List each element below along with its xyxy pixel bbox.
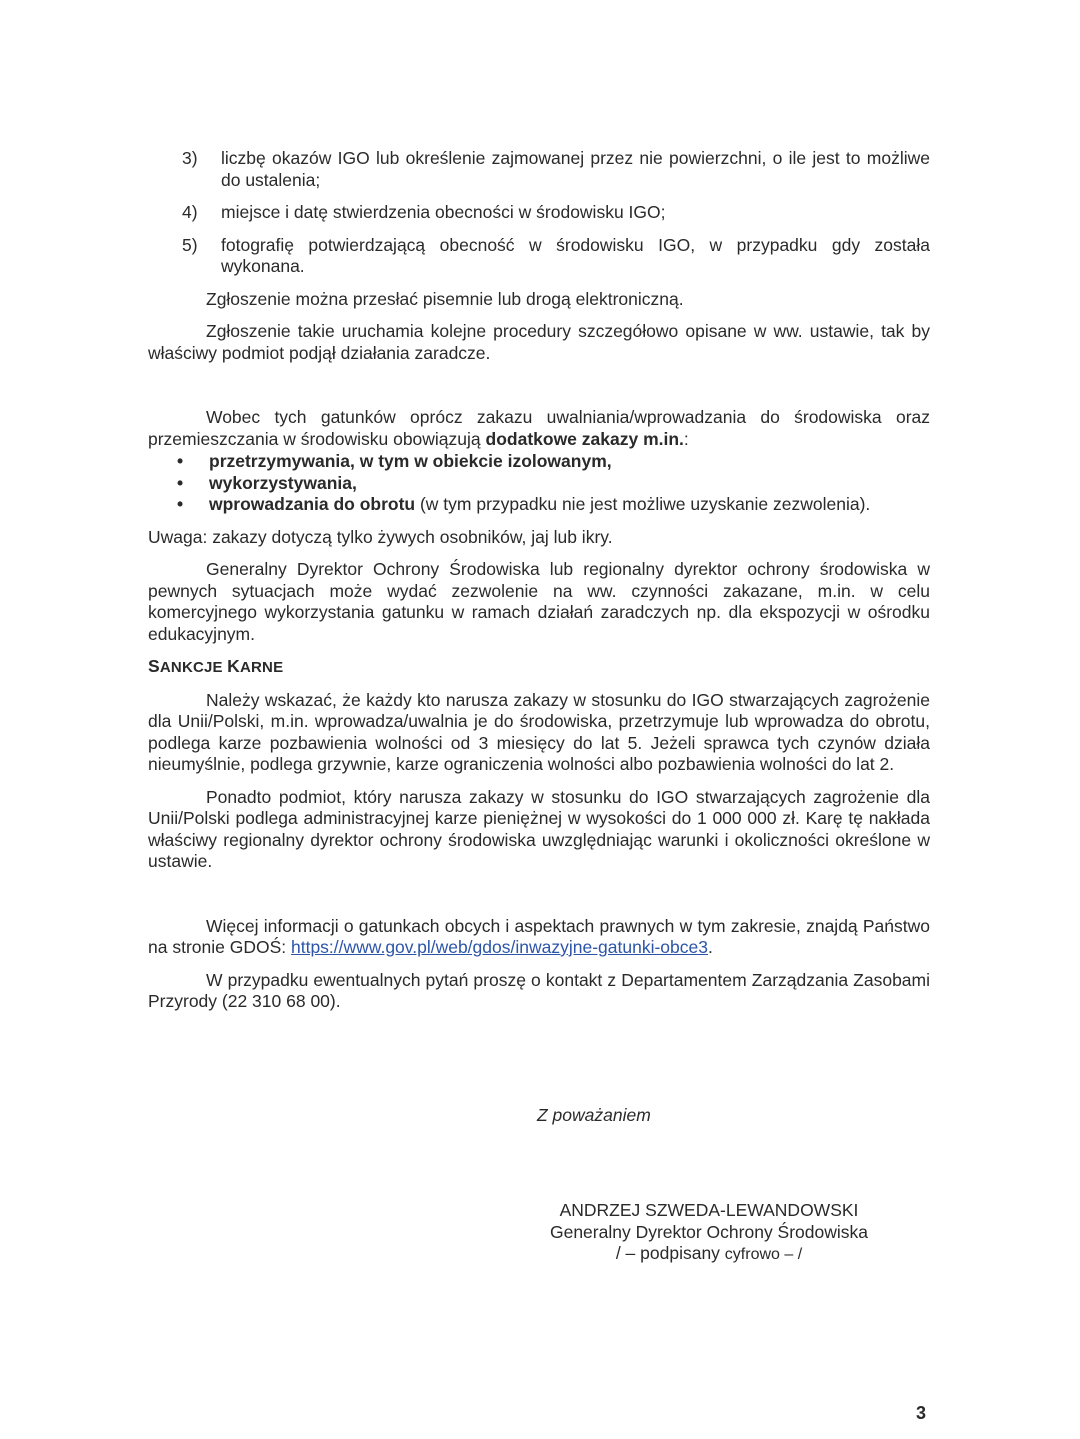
list-item-number: 3) <box>182 148 198 168</box>
list-item-number: 4) <box>182 202 198 222</box>
heading-initial: K <box>227 656 240 676</box>
bullet-marker: • <box>177 494 184 514</box>
signature-block <box>536 1200 882 1266</box>
heading-sanctions <box>148 656 930 679</box>
paragraph-bans-intro <box>148 407 930 450</box>
note: Uwaga: zakazy dotyczą tylko żywych osobników, jaj lub ikry. <box>148 526 613 547</box>
bans-intro-bold: dodatkowe zakazy m.in. <box>485 428 684 449</box>
paragraph-info <box>148 916 930 959</box>
list-item-4 <box>148 202 930 224</box>
signatory-title: Generalny Dyrektor Ochrony Środowiska <box>549 1221 869 1242</box>
info-end: . <box>707 937 713 957</box>
info-text: Więcej informacji o gatunkach obcych i aspektach prawnych w tym zakresie, znajdą Państwo na stronie GDOŚ: <box>148 915 930 957</box>
signed-note-suffix: cyfrowo – / <box>724 1246 803 1263</box>
bans-intro-end: : <box>683 428 689 449</box>
paragraph-submission: Zgłoszenie można przesłać pisemnie lub drogą elektroniczną. <box>206 288 684 309</box>
bans-item-text: przetrzymywania, w tym w obiekcie izolowanym, <box>209 451 612 471</box>
paragraph-permit: Generalny Dyrektor Ochrony Środowiska lub regionalny dyrektor ochrony środowiska w pewnych sytuacjach może wydać zezwolenie na ww. czynności zakazane, m.in. w celu komercyjnego wykorzystania gatunku w ramach działań zaradczych np. dla ekspozycji w ośrodku edukacyjnym. <box>148 559 930 644</box>
page-number: 3 <box>916 1403 927 1423</box>
bans-list-item <box>148 494 930 516</box>
signed-note <box>536 1243 882 1266</box>
numbered-list <box>148 148 930 278</box>
list-item-text: fotografię potwierdzającą obecność w środowisku IGO, w przypadku gdy została wykonana. <box>221 234 930 276</box>
bans-list <box>148 451 930 516</box>
gdos-link[interactable]: https://www.gov.pl/web/gdos/inwazyjne-gatunki-obce3 <box>290 937 708 957</box>
bullet-marker: • <box>177 451 184 471</box>
bans-item-text-bold: wprowadzania do obrotu <box>209 494 416 514</box>
bans-intro-text: Wobec tych gatunków oprócz zakazu uwalniania/wprowadzania do środowiska oraz przemieszczania w środowisku obowiązują <box>148 407 930 449</box>
paragraph-procedure: Zgłoszenie takie uruchamia kolejne procedury szczegółowo opisane w ww. ustawie, tak by właściwy podmiot podjął działania zaradcze. <box>148 321 930 363</box>
document-body <box>148 148 930 1013</box>
list-item-5 <box>148 235 930 278</box>
bans-list-item <box>148 473 930 495</box>
bans-item-text: wykorzystywania, <box>209 472 357 493</box>
list-item-number: 5) <box>182 234 198 255</box>
heading-initial: S <box>148 656 160 676</box>
signed-note-prefix: / – podpisany <box>615 1243 725 1263</box>
list-item-text: liczbę okazów IGO lub określenie zajmowanej przez nie powierzchni, o ile jest to możliwe do ustalenia; <box>221 148 930 190</box>
paragraph-contact: W przypadku ewentualnych pytań proszę o kontakt z Departamentem Zarządzania Zasobami Przyrody (22 310 68 00). <box>148 969 930 1011</box>
paragraph-admin: Ponadto podmiot, który narusza zakazy w stosunku do IGO stwarzających zagrożenie dla Unii/Polski podlega administracyjnej karze pieniężnej w wysokości do 1 000 000 zł. Karę tę nakłada właściwy regionalny dyrektor ochrony środowiska uwzględniając warunki i okoliczności określone w ustawie. <box>148 786 930 871</box>
heading-text: ARNE <box>239 659 284 676</box>
bullet-marker: • <box>177 472 184 493</box>
heading-text: ANKCJE <box>159 659 228 676</box>
bans-list-item <box>148 451 930 473</box>
list-item-3 <box>148 148 930 191</box>
closing-salutation: Z poważaniem <box>537 1105 651 1125</box>
paragraph-penal: Należy wskazać, że każdy kto narusza zakazy w stosunku do IGO stwarzających zagrożenie dla Unii/Polski, m.in. wprowadza/uwalnia je do środowiska, przetrzymuje lub wprowadza do obrotu, podlega karze pozbawienia wolności od 3 miesięcy do lat 5. Jeżeli sprawca tych czynów działa nieumyślnie, podlega grzywnie, karze ograniczenia wolności albo pozbawienia wolności do lat 2. <box>148 689 930 774</box>
bans-item-text: (w tym przypadku nie jest możliwe uzyskanie zezwolenia). <box>415 494 871 514</box>
list-item-text: miejsce i datę stwierdzenia obecności w środowisku IGO; <box>221 202 666 222</box>
signatory-name: ANDRZEJ SZWEDA-LEWANDOWSKI <box>559 1200 859 1220</box>
